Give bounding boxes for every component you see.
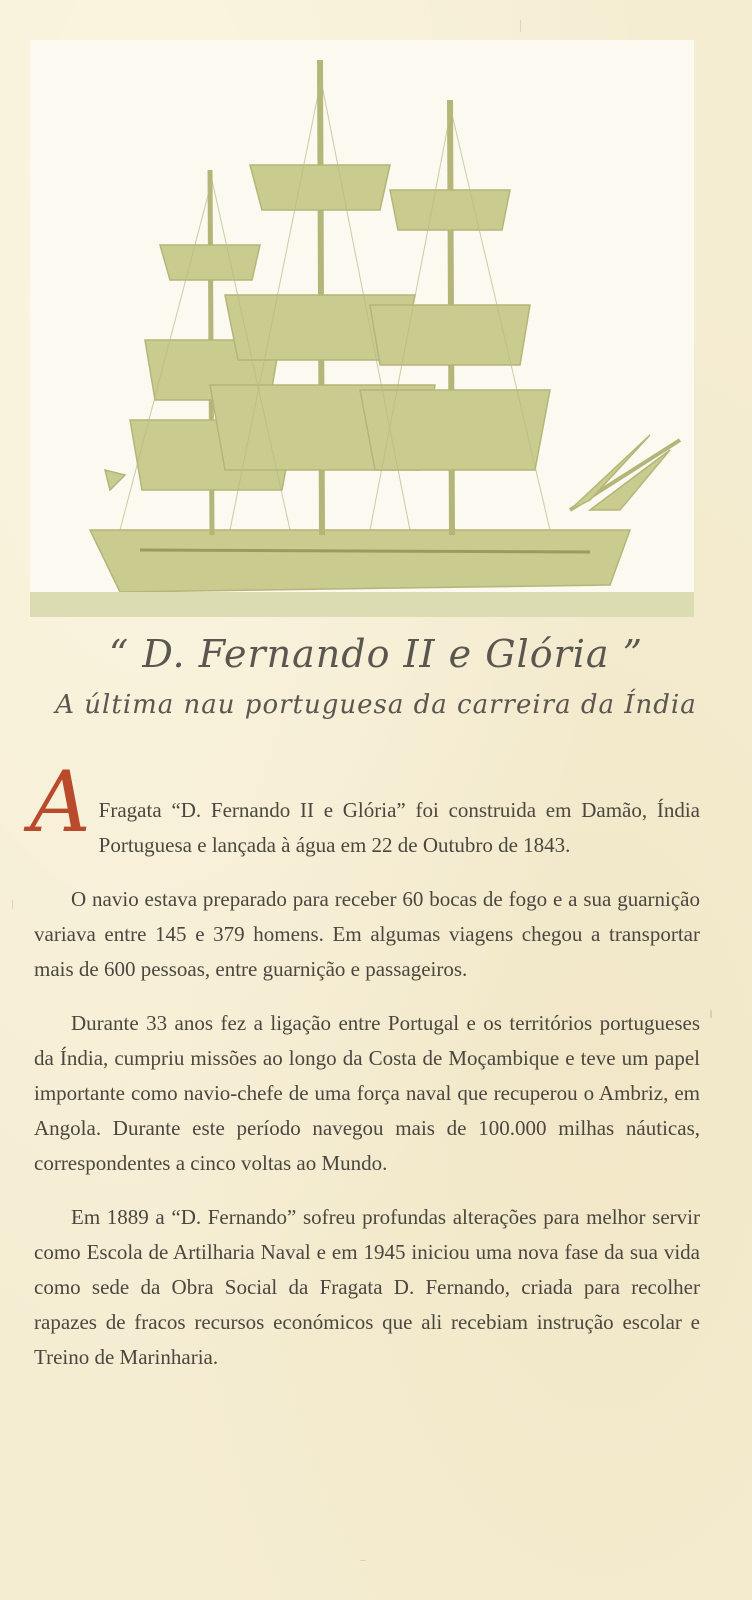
paragraph-4: Em 1889 a “D. Fernando” sofreu profundas alterações para melhor servir como Escola de Artilharia Naval e em 1945 iniciou uma nova fase da sua vida como sede da Obra Social da Fragata D. Fernando, criada para recolher rapazes de fracos recursos económicos que ali recebiam instrução escolar e Treino de Marinharia. bbox=[34, 1205, 700, 1369]
paragraph-1 bbox=[30, 753, 700, 863]
paper-fiber bbox=[360, 1560, 366, 1561]
page-title: “ D. Fernando II e Glória ” bbox=[108, 632, 644, 676]
ship-illustration bbox=[30, 40, 694, 617]
paragraph-1-text: Fragata “D. Fernando II e Glória” foi construida em Damão, Índia Portuguesa e lançada à água em 22 de Outubro de 1843. bbox=[98, 798, 700, 857]
page-subtitle: A última nau portuguesa da carreira da Índia bbox=[55, 690, 697, 720]
paper-fiber bbox=[710, 1010, 712, 1018]
paragraph-2: O navio estava preparado para receber 60 bocas de fogo e a sua guarnição variava entre 145 e 379 homens. Em algumas viagens chegou a transportar mais de 600 pessoas, entre guarnição e passageiros. bbox=[34, 887, 700, 981]
sailing-frigate-icon bbox=[30, 40, 694, 617]
paper-fiber bbox=[520, 20, 521, 32]
article-body bbox=[30, 753, 700, 1394]
paper-fiber bbox=[12, 900, 13, 909]
paragraph-3: Durante 33 anos fez a ligação entre Portugal e os territórios portugueses da Índia, cumpriu missões ao longo da Costa de Moçambique e teve um papel importante como navio-chefe de uma força naval que recuperou o Ambriz, em Angola. Durante este período navegou mais de 100.000 milhas náuticas, correspondentes a cinco voltas ao Mundo. bbox=[34, 1011, 700, 1175]
drop-cap: A bbox=[30, 753, 91, 851]
